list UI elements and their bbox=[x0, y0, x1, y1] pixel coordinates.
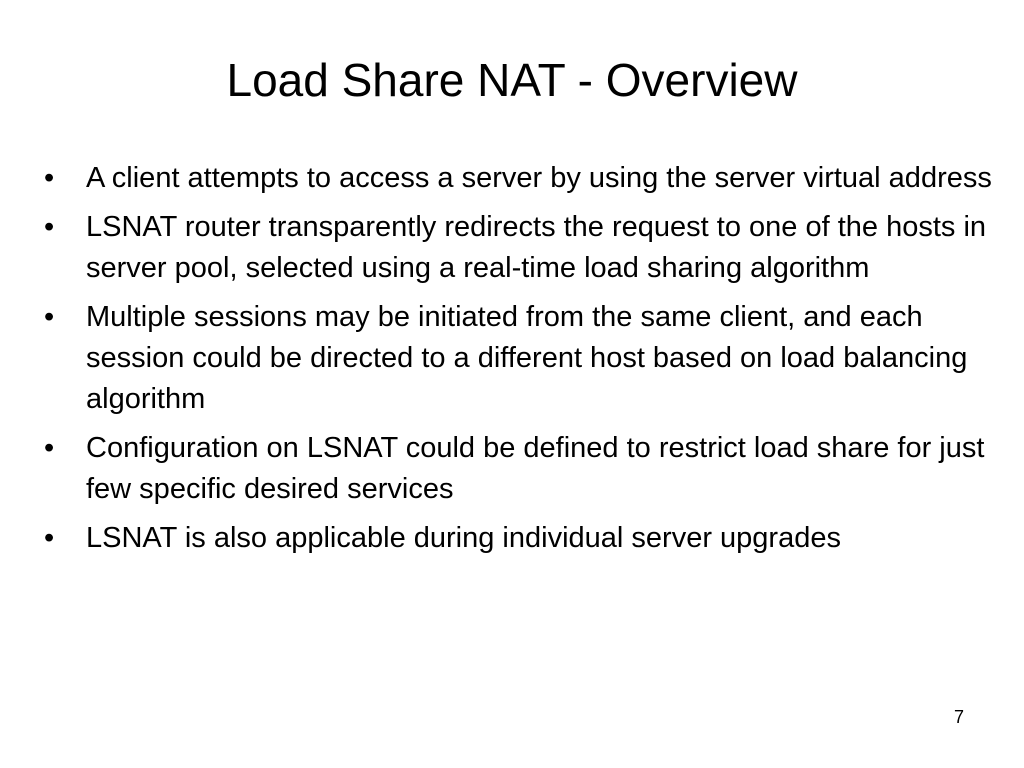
bullet-text: Multiple sessions may be initiated from the same client, and each session could be directed to a different host based on load balancing algorithm bbox=[86, 301, 968, 415]
bullet-text: LSNAT is also applicable during individual server upgrades bbox=[86, 522, 841, 554]
bullet-item bbox=[44, 297, 994, 420]
slide-title: Load Share NAT - Overview bbox=[226, 54, 798, 106]
bullet-item bbox=[44, 207, 994, 289]
page-number: 7 bbox=[953, 707, 964, 727]
bullet-icon: • bbox=[44, 162, 55, 194]
bullet-item bbox=[44, 518, 994, 559]
bullet-text: LSNAT router transparently redirects the request to one of the hosts in server pool, selected using a real-time load sharing algorithm bbox=[86, 211, 987, 284]
bullet-icon: • bbox=[44, 522, 55, 554]
bullet-item bbox=[44, 428, 994, 510]
bullet-icon: • bbox=[44, 211, 55, 243]
bullet-list bbox=[44, 158, 994, 567]
bullet-icon: • bbox=[44, 432, 55, 464]
bullet-item bbox=[44, 158, 994, 199]
bullet-text: A client attempts to access a server by using the server virtual address bbox=[86, 162, 992, 194]
bullet-icon: • bbox=[44, 301, 55, 333]
bullet-text: Configuration on LSNAT could be defined to restrict load share for just few specific desired services bbox=[86, 432, 985, 505]
